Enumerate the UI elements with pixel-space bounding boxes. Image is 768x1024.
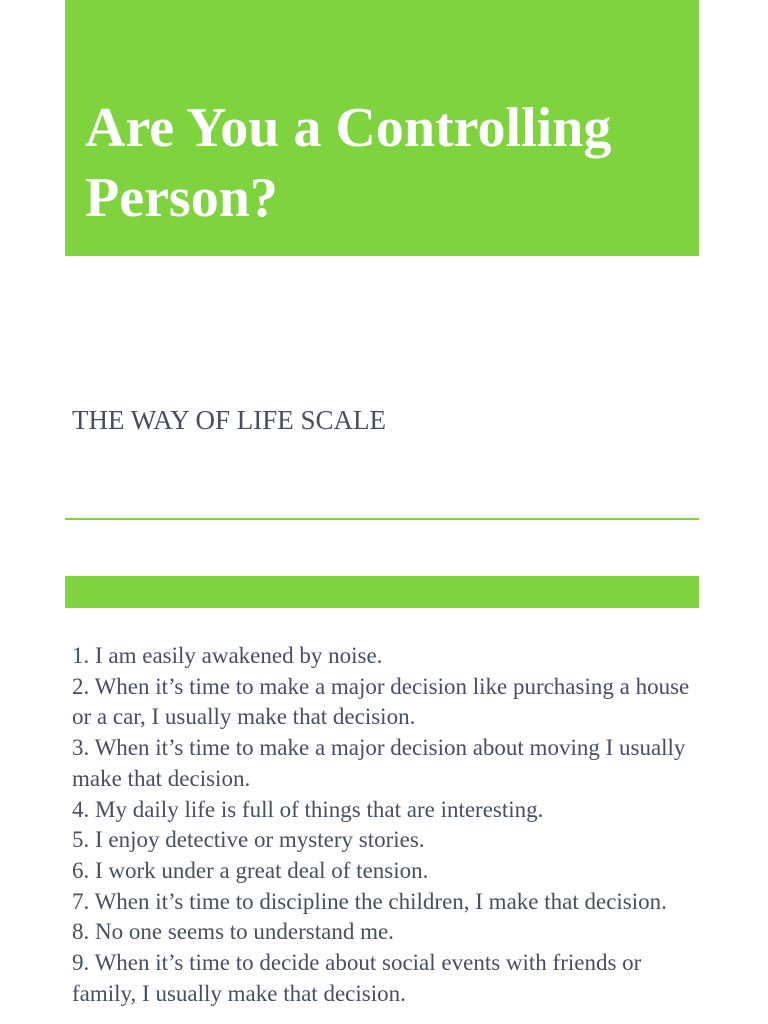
question-item-1: 1. I am easily awakened by noise. [72, 643, 383, 668]
page-title: Are You a Controlling Person? [85, 97, 612, 229]
subtitle: THE WAY OF LIFE SCALE [72, 405, 387, 435]
question-item-5: 5. I enjoy detective or mystery stories. [72, 827, 425, 853]
question-item-6: 6. I work under a great deal of tension. [72, 857, 429, 883]
question-item-4: 4. My daily life is full of things that are interesting. [72, 796, 544, 822]
accent-bar [65, 576, 699, 608]
question-list [72, 641, 692, 1009]
question-item-9: 9. When it’s time to decide about social events with friends or family, I usually make that decision. [72, 950, 642, 1006]
question-item-7: 7. When it’s time to discipline the children, I make that decision. [72, 888, 667, 914]
question-item-3: 3. When it’s time to make a major decision about moving I usually make that decision. [72, 735, 686, 791]
question-item-8: 8. No one seems to understand me. [72, 919, 394, 945]
divider-line [65, 518, 699, 520]
title-banner [65, 0, 699, 256]
question-item-2: 2. When it’s time to make a major decision like purchasing a house or a car, I usually make that decision. [72, 673, 690, 730]
